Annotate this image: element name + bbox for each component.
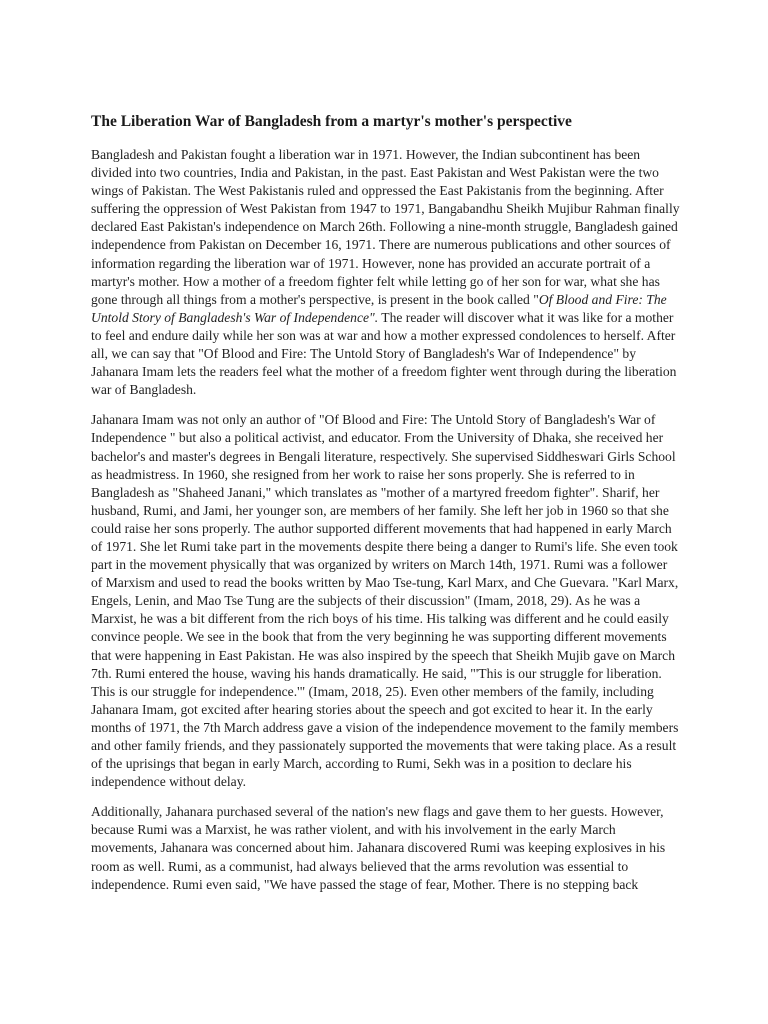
paragraph-1 [91, 146, 681, 399]
paragraph-2: Jahanara Imam was not only an author of "Of Blood and Fire: The Untold Story of Bangladesh's War of Independence " but also a political activist, and educator. From the University of Dhaka, she received her bachelor's and master's degrees in Bengali literature, respectively. She supervised Siddheswari Girls School as headmistress. In 1960, she resigned from her work to raise her sons properly. She is referred to in Bangladesh as "Shaheed Janani," which translates as "mother of a martyred freedom fighter". Sharif, her husband, Rumi, and Jami, her younger son, are members of her family. She left her job in 1960 so that she could raise her sons properly. The author supported different movements that had happened in early March of 1971. She let Rumi take part in the movements despite there being a danger to Rumi's life. She even took part in the movement physically that was organized by writers on March 14th, 1971. Rumi was a follower of Marxism and used to read the books written by Mao Tse-tung, Karl Marx, and Che Guevara. "Karl Marx, Engels, Lenin, and Mao Tse Tung are the subjects of their discussion" (Imam, 2018, 29). As he was a Marxist, he was a bit different from the rich boys of his time. His talking was different and he could easily convince people. We see in the book that from the very beginning he was supporting different movements that were happening in East Pakistan. He was also inspired by the speech that Sheikh Mujib gave on March 7th. Rumi entered the house, waving his hands dramatically. He said, "'This is our struggle for liberation. This is our struggle for independence.'" (Imam, 2018, 25). Even other members of the family, including Jahanara Imam, got excited after hearing stories about the speech and got excited to hear it. In the early months of 1971, the 7th March address gave a vision of the independence movement to the family members and other family friends, and they passionately supported the movements that were taking place. As a result of the uprisings that began in early March, according to Rumi, Sekh was in a position to declare his independence without delay. [91, 412, 679, 790]
document-page [91, 112, 681, 906]
paragraph-3: Additionally, Jahanara purchased several of the nation's new flags and gave them to her guests. However, because Rumi was a Marxist, he was rather violent, and with his involvement in the early March movements, Jahanara was concerned about him. Jahanara discovered Rumi was keeping explosives in his room as well. Rumi, as a communist, had always believed that the arms revolution was essential to independence. Rumi even said, "We have passed the stage of fear, Mother. There is no stepping back [91, 804, 666, 892]
paragraph-1-text-after: The reader will discover what it was like for a mother to feel and endure daily while her son was at war and how a mother expressed condolences to herself. After all, we can say that "Of Blood and Fire: The Untold Story of Bangladesh's War of Independence" by Jahanara Imam lets the readers feel what the mother of a freedom fighter went through during the liberation war of Bangladesh. [91, 309, 677, 398]
document-title: The Liberation War of Bangladesh from a martyr's mother's perspective [91, 113, 572, 130]
paragraph-1-book-title: Of Blood and Fire: The Untold Story of Bangladesh's War of Independence". [91, 291, 667, 325]
paragraph-1-text-before: Bangladesh and Pakistan fought a liberation war in 1971. However, the Indian subcontinent has been divided into two countries, India and Pakistan, in the past. East Pakistan and West Pakistan were the two wings of Pakistan. The West Pakistanis ruled and oppressed the East Pakistanis from the beginning. After suffering the oppression of West Pakistan from 1947 to 1971, Bangabandhu Sheikh Mujibur Rahman finally declared East Pakistan's independence on March 26th. Following a nine-month struggle, Bangladesh gained independence from Pakistan on December 16, 1971. There are numerous publications and other sources of information regarding the liberation war of 1971. However, none has provided an accurate portrait of a martyr's mother. How a mother of a freedom fighter felt while letting go of her son for war, what she has gone through all things from a mother's perspective, is present in the book called " [91, 147, 680, 307]
